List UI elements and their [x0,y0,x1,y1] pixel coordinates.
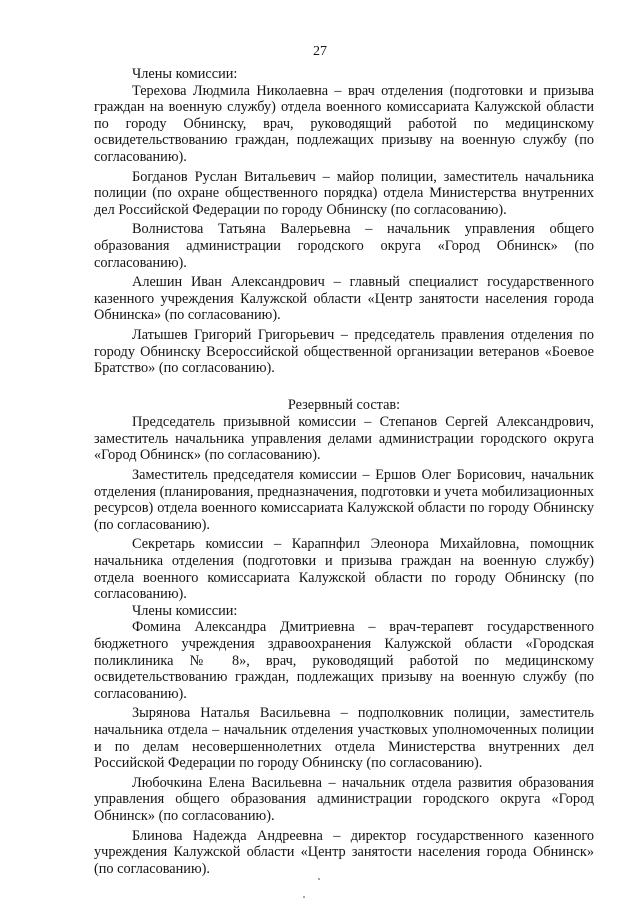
scan-speck [303,896,305,898]
reserve-member-paragraph-zyryanova: Зырянова Наталья Васильевна – подполковник полиции, заместитель начальника отдела – начальник отделения участковых уполномоченных полиции и по делам несовершеннолетних отдела Министерства внутренних дел Российской Федерации по городу Обнинску (по согласованию). [94,705,594,772]
member-paragraph-volnistova: Волнистова Татьяна Валерьевна – начальник управления общего образования администрации городского округа «Город Обнинск» (по согласованию). [94,221,594,271]
document-body [94,66,594,877]
reserve-member-paragraph-fomina: Фомина Александра Дмитриевна – врач-терапевт государственного бюджетного учреждения здравоохранения Калужской области «Городская поликлиника № 8», врач, руководящий работой по медицинскому освидетельствованию граждан, подлежащих призыву на военную службу (по согласованию). [94,619,594,702]
member-paragraph-aleshin: Алешин Иван Александрович – главный специалист государственного казенного учреждения Калужской области «Центр занятости населения города Обнинска» (по согласованию). [94,274,594,324]
reserve-member-paragraph-blinova: Блинова Надежда Андреевна – директор государственного казенного учреждения Калужской области «Центр занятости населения города Обнинск» (по согласованию). [94,827,594,877]
commission-members-heading: Члены комиссии: [132,66,238,82]
reserve-secretary-paragraph: Секретарь комиссии – Карапнфил Элеонора Михайловна, помощник начальника отделения (подготовки и призыва граждан на военную службу) отдела военного комиссариата Калужской области по городу Обнинску (по согласованию). [94,536,594,603]
reserve-member-paragraph-lyubochkina: Любочкина Елена Васильевна – начальник отдела развития образования управления общего образования администрации городского округа «Город Обнинск» (по согласованию). [94,774,594,824]
reserve-composition-heading: Резервный состав: [287,396,401,413]
member-paragraph-bogdanov: Богданов Руслан Витальевич – майор полиции, заместитель начальника полиции (по охране общественного порядка) отдела Министерства внутренних дел Российской Федерации по городу Обнинску (по согласованию). [94,168,594,218]
reserve-chairman-paragraph: Председатель призывной комиссии – Степанов Сергей Александрович, заместитель начальника управления делами администрации городского округа «Город Обнинск» (по согласованию). [94,414,594,464]
member-paragraph-latyshev: Латышев Григорий Григорьевич – председатель правления отделения по городу Обнинску Всероссийской общественной организации ветеранов «Боевое Братство» (по согласованию). [94,326,594,377]
scan-speck [318,878,320,880]
reserve-members-heading: Члены комиссии: [132,602,238,619]
page-number: 27 [313,44,327,59]
member-paragraph-tereshova: Терехова Людмила Николаевна – врач отделения (подготовки и призыва граждан на военную службу) отдела военного комиссариата Калужской области по городу Обнинску, врач, руководящий работой по медицинскому освидетельствованию граждан, подлежащих призыву на военную службу (по согласованию). [94,82,594,165]
reserve-deputy-chairman-paragraph: Заместитель председателя комиссии – Ершов Олег Борисович, начальник отделения (планирования, предназначения, подготовки и учета мобилизационных ресурсов) отдела военного комиссариата Калужской области по городу Обнинску (по согласованию). [94,467,594,533]
